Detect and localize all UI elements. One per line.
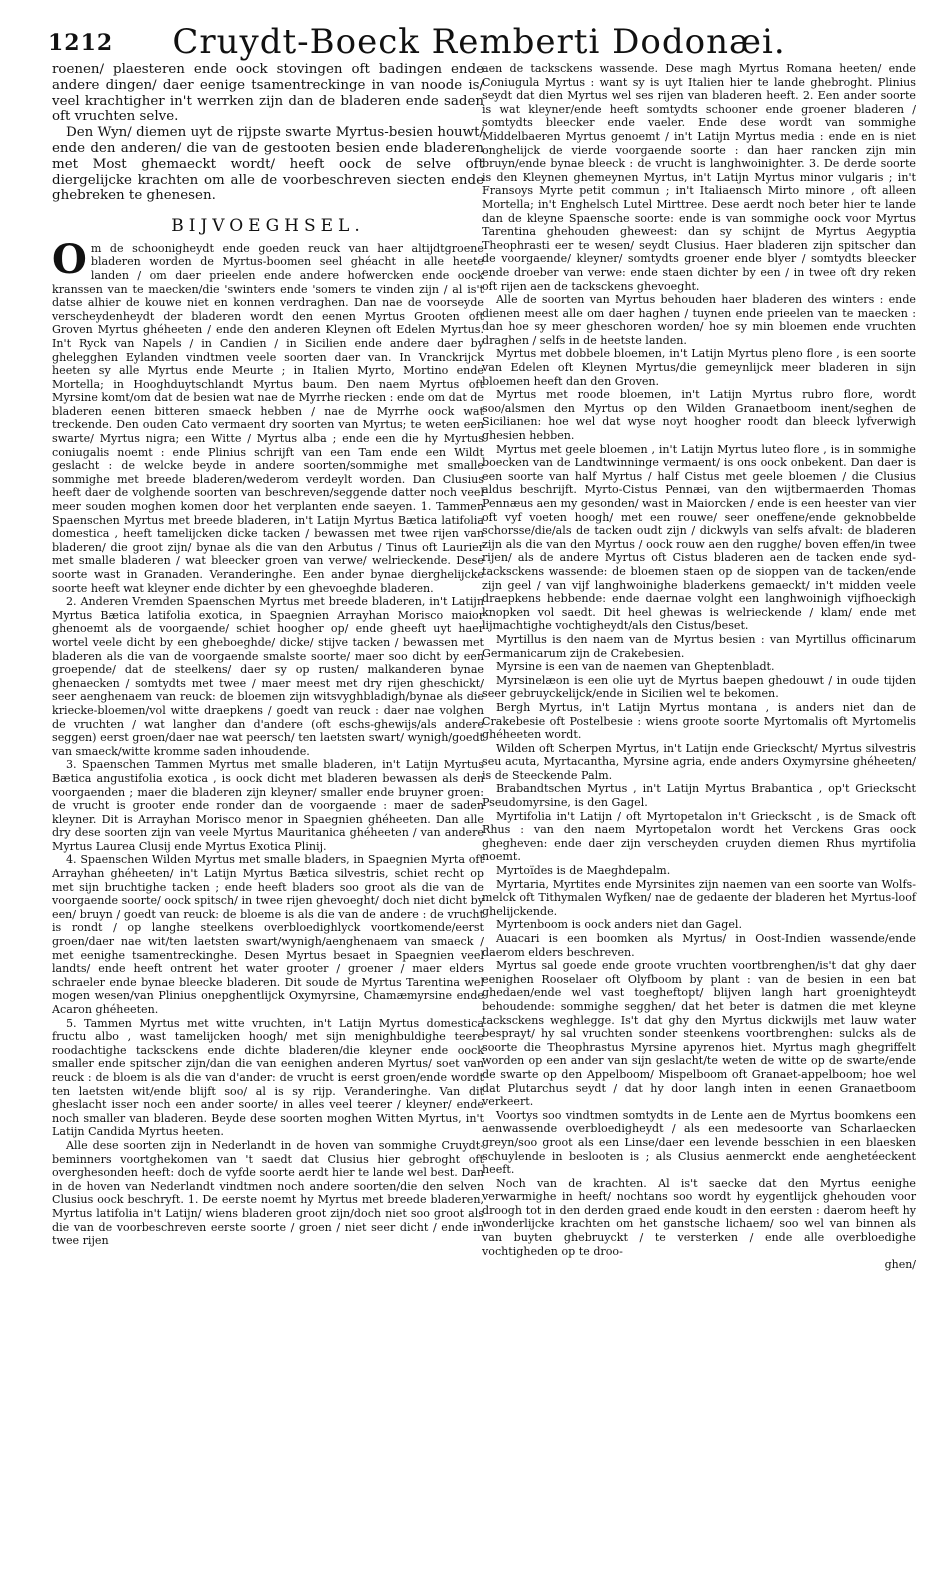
page-number: 1212 [48,30,114,56]
body-paragraph: Myrsinelæon is een olie uyt de Myrtus baepen ghedouwt / in oude tijden seer gebruyckelijck/ende in Sicilien wel te bekomen. [482,673,916,701]
left-column [52,62,484,1248]
body-paragraph-text: m de schoonigheydt ende goeden reuck van haer altijdtgroene bladeren worden de Myrtus-boomen seel ghéacht in alle heete landen / om daer prieelen ende andere hofwercken ende oock kranssen van te maecken/die 'swinters ende 'somers te vinden zijn / al is't datse alhier de kouwe niet en konnen verdraghen. Dan nae de voorseyde verscheydenheydt der bladeren wordt den eenen Myrtus Grooten oft Groven Myrtus ghéheeten / ende den anderen Kleynen oft Edelen Myrtus. In't Ryck van Napels / in Candien / in Sicilien ende andere daer by ghelegghen Eylanden vindtmen veele soorten daer van. In Vranckrijck heeten sy alle Myrtus ende Meurte ; in Italien Myrto, Mortino ende Mortella; in Hooghduytschlandt Myrtus baum. Den naem Myrtus oft Myrsine komt/om dat de besien wat nae de Myrrhe riecken : ende om dat de bladeren eenen bitteren smaeck hebben / nae de Myrrhe oock wat treckende. Den ouden Cato vermaent dry soorten van Myrtus; te weten een swarte/ Myrtus nigra; een Witte / Myrtus alba ; ende een die hy Myrtus coniugalis noemt : ende Plinius schrijft van een Tam ende een Wildt geslacht : de welcke beyde in andere soorten/sommighe met smalle sommighe met breede bladeren/wederom verdeylt worden. Dan Clusius heeft daer de volghende soorten van beschreven/seggende datter noch veel meer souden moghen komen door het verplanten ende saeyen. 1. Tammen Spaenschen Myrtus met breede bladeren, in't Latijn Myrtus Bætica latifolia domestica , heeft tamelijcken dicke tacken / bewassen met twee rijen van bladeren/ die groot zijn/ bynae als die van den Arbutus / Tinus oft Laurier met smalle bladeren / wat bleecker groen van verwe/ welrieckende. Dese soorte wast in Granaden. Veranderinghe. Een ander bynae dierghelijcke soorte heeft wat kleyner ende dichter by een ghevoeghde bladeren. [52,241,484,595]
catchword: ghen/ [884,1258,916,1272]
body-paragraph: Bergh Myrtus, in't Latijn Myrtus montana , is anders niet dan de Crakebesie oft Postelbesie : wiens groote soorte Myrtomalis oft Myrtomelis ghéheeten wordt. [482,700,916,742]
body-paragraph: 5. Tammen Myrtus met witte vruchten, in't Latijn Myrtus domestica fructu albo , wast tamelijcken hoogh/ met sijn menighbuldighe teere roodachtighe tacksckens ende dichte bladeren/die kleyner ende oock smaller ende spitscher zijn/dan die van eenighen anderen Myrtus/ soet van reuck : de bloem is als die van d'ander: de vrucht is eerst groen/ende wordt ten laetsten wit/ende blijft soo/ al is sy rijp. Veranderinghe. Van dit gheslacht isser noch een ander soorte/ in alles veel teerer / kleyner/ ende noch smaller van bladeren. Beyde dese soorten moghen Witten Myrtus, in't Latijn Candida Myrtus heeten. [52,1016,484,1139]
body-paragraph: Myrtillus is den naem van de Myrtus besien : van Myrtillus officinarum Germanicarum zijn de Crakebesien. [482,632,916,660]
body-paragraph: aen de tacksckens wassende. Dese magh Myrtus Romana heeten/ ende Coniugula Myrtus : want sy is uyt Italien hier te lande ghebroght. Plinius seydt dat dien Myrtus wel ses rijen van bladeren heeft. 2. Een ander soorte is wat kleyner/ende heeft somtydts schooner ende groener bladeren / somtydts bleecker ende vaeler. Ende dese wordt van sommighe Middelbaeren Myrtus genoemt / in't Latijn Myrtus media : ende en is niet onghelijck de vierde voorgaende soorte : dan haer rancken zijn min bruyn/ende bynae bleeck : de vrucht is langhwoinighter. 3. De derde soorte is den Kleynen ghemeynen Myrtus, in't Latijn Myrtus minor vulgaris ; in't Fransoys Myrte petit commun ; in't Italiaensch Mirto minore , oft alleen Mortella; in't Enghelsch Lutel Mirttree. Dese aerdt noch beter hier te lande dan de kleyne Spaensche soorte: ende is van sommighe oock voor Myrtus Tarentina ghehouden gheweest: dan sy schijnt de Myrtus Aegyptia Theophrasti eer te wesen/ seydt Clusius. Haer bladeren zijn spitscher dan de voorgaende/ kleyner/ somtydts groener ende blyer / somtydts bleecker ende droeber van verwe: ende staen dichter by een / in twee oft dry reken oft rijen aen de tacksckens ghevoeght. [482,62,916,293]
intro-paragraph: Den Wyn/ diemen uyt de rijpste swarte Myrtus-besien houwt/ ende den anderen/ die van de gestooten besien ende bladeren met Most ghemaeckt wordt/ heeft oock de selve oft diergelijcke krachten om alle de voorbeschreven siecten ende ghebreken te ghenesen. [52,125,484,204]
body-paragraph: Auacari is een boomken als Myrtus/ in Oost-Indien wassende/ende daerom elders beschreven. [482,932,916,959]
body-paragraph: Myrtaria, Myrtites ende Myrsinites zijn naemen van een soorte van Wolfs-melck oft Tithymalen Wyfken/ nae de gedaente der bladeren het Myrtus-loof ghelijckende. [482,877,916,918]
body-paragraph: Myrsine is een van de naemen van Gheptenbladt. [496,660,775,674]
body-paragraph: Myrtoïdes is de Maeghdepalm. [496,864,671,878]
running-head [48,22,910,62]
section-heading: BIJVOEGHSEL. [171,216,365,237]
body-paragraph: Myrtus sal goede ende groote vruchten voortbrenghen/is't dat ghy daer eenighen Rooselaer oft Olyfboom by plant : van de besien in een bat ghedaen/ende wel vast toegheftopt/ blijven langh hart groenighteydt behoudende: sommighe segghen/ dat het beter is datmen die met kleyne tacksckens weghlegge. Is't dat ghy den Myrtus dickwijls met lauw water besprayt/ hy sal vruchten sonder steenkens voortbrenghen: sulcks als de soorte die Theophrastus Myrsine apyrenos hiet. Myrtus magh ghegriffelt worden op een ander van sijn geslacht/te weten de witte op de swarte/ende de swarte op den Appelboom/ Mispelboom oft Granaet-appelboom; hoe wel dat Plutarchus seydt / dat hy door langh inten in eenen Granaetboom verkeert. [482,959,916,1109]
intro-block [52,62,484,204]
body-paragraph: Alle dese soorten zijn in Nederlandt in de hoven van sommighe Cruydt-beminners voortghekomen van 't saedt dat Clusius hier gebroght oft overghesonden heeft: doch de vyfde soorte aerdt hier te lande wel best. Dan in de hoven van Nederlandt vindtmen noch andere soorten/die den selven Clusius oock beschryft. 1. De eerste noemt hy Myrtus met breede bladeren, Myrtus latifolia in't Latijn/ wiens bladeren groot zijn/doch niet soo groot als die van de voorbeschreven eerste soorte / groen / niet seer dicht / ende in twee rijen [52,1138,484,1248]
intro-paragraph: roenen/ plaesteren ende oock stovingen oft badingen ende andere dingen/ daer eenige tsamentreckinge in van noode is/ veel krachtigher in't werrken zijn dan de bladeren ende saden oft vruchten selve. [52,62,484,125]
body-paragraph [52,235,484,595]
body-paragraph: Myrtus met geele bloemen , in't Latijn Myrtus luteo flore , is in sommighe boecken van de Landtwinninge vermaent/ is ons oock onbekent. Dan daer is een soorte van half Myrtus / half Cistus met geele bloemen / die Clusius aldus beschrijft. Myrto-Cistus Pennæi, van den wijtbermaerden Thomas Pennæus aen my gesonden/ wast in Maiorcken / ende is een heester van vier oft vyf voeten hoogh/ met een rouwe/ seer oneffene/ende geknobbelde schorsse/die/als de tacken oudt zijn / dickwyls van selfs afvalt: de bladeren zijn als die van den Myrtus / oock rouw aen den rugghe/ boven effen/in twee rijen/ als de andere Myrtus oft Cistus bladeren aen de tacken ende syd-tacksckens wassende: de bloemen staen op de sioppen van de tacken/ende zijn geel / van vijf langhwoinighe bladerkens gemaeckt/ in't midden veele draepkens hebbende: ende daernae volght een langhwoinigh vijfhoeckigh knopken vol saedt. Dit heel ghewas is welrieckende / klam/ ende met lijmachtighe vochtigheydt/als den Cistus/beset. [482,442,916,633]
body-paragraph: Wilden oft Scherpen Myrtus, in't Latijn ende Grieckscht/ Myrtus silvestris seu acuta, Myrtacantha, Myrsine agria, ende anders Oxymyrsine ghéheeten/ is de Steeckende Palm. [482,741,916,782]
body-paragraph: Alle de soorten van Myrtus behouden haer bladeren des winters : ende dienen meest alle om daer haghen / tuynen ende prieelen van te maecken : dan hoe sy meer gheschoren worden/ hoe sy min bloemen ende vruchten draghen / selfs in de heetste landen. [482,293,916,347]
body-paragraph: 4. Spaenschen Wilden Myrtus met smalle bladers, in Spaegnien Myrta oft Arrayhan ghéheeten/ in't Latijn Myrtus Bætica silvestris, schiet recht op met sijn bruchtighe tacken ; ende heeft bladers soo groot als die van de voorgaende soorte/ oock spitsch/ in twee rijen ghevoeght/ doch niet dicht by een/ bruyn / goedt van reuck: de bloeme is als die van de andere : de vrucht is rondt / op langhe steelkens overbloedighlyck voortkomende/eerst groen/daer nae wit/ten laetsten swart/wynigh/aenghenaem van smaeck / met eenighe tsamentreckinghe. Desen Myrtus besaet in Spaegnien veel landts/ ende heeft ontrent het water grooter / groener / maer elders schraeler ende bynae bleecke bladeren. Dit soude de Myrtus Tarentina wel mogen wesen/van Plinius onepghentlijck Oxymyrsine, Chamæmyrsine ende Acaron ghéheeten. [52,853,484,1017]
body-paragraph: Myrtus met roode bloemen, in't Latijn Myrtus rubro flore, wordt soo/alsmen den Myrtus op den Wilden Granaetboom inent/seghen de Sicilianen: hoe wel dat wyse noyt hoogher roodt dan bleeck lyfverwigh ghesien hebben. [482,388,916,443]
right-column [482,62,916,1272]
body-paragraph: 3. Spaenschen Tammen Myrtus met smalle bladeren, in't Latijn Myrtus Bætica angustifolia exotica , is oock dicht met bladeren bewassen als den voorgaenden ; maer die bladeren zijn kleyner/ smaller ende bruyner groen: de vrucht is grooter ende ronder dan de voorgaende : maer de saden kleyner. Dit is Arrayhan Morisco menor in Spaegnien ghéheeten. Dan alle dry dese soorten zijn van veele Myrtus Mauritanica ghéheeten / van andere Myrtus Laurea Clusij ende Myrtus Exotica Plinij. [52,758,484,853]
running-title: Cruydt-Boeck Remberti Dodonæi. [172,22,786,62]
drop-capital: O [52,235,87,283]
body-paragraph: Myrtenboom is oock anders niet dan Gagel. [496,918,742,932]
body-paragraph: Noch van de krachten. Al is't saecke dat den Myrtus eenighe verwarmighe in heeft/ nochtans soo wordt hy eygentlijck ghehouden voor droogh tot in den derden graed ende koudt in den eersten : daerom heeft hy wonderlijcke krachten om het ganstsche lichaem/ soo wel van binnen als van buyten ghebruyckt / te versterken / ende alle overbloedighe vochtigheden op te droo- [482,1176,916,1258]
body-paragraph: Voortys soo vindtmen somtydts in de Lente aen de Myrtus boomkens een aenwassende overbloedigheydt / als een medesoorte van Scharlaecken greyn/soo groot als een Linse/daer een levende besschien in een blaesken schuylende in beslooten is ; als Clusius aenmerckt ende aenghetéeckent heeft. [482,1108,916,1177]
body-paragraph: Brabandtschen Myrtus , in't Latijn Myrtus Brabantica , op't Grieckscht Pseudomyrsine, is den Gagel. [482,782,916,810]
body-paragraph: Myrtus met dobbele bloemen, in't Latijn Myrtus pleno flore , is een soorte van Edelen oft Kleynen Myrtus/die gemeynlijck meer bladeren in sijn bloemen heeft dan den Groven. [482,347,916,388]
body-paragraph: Myrtifolia in't Latijn / oft Myrtopetalon in't Grieckscht , is de Smack oft Rhus : van den naem Myrtopetalon wordt het Verckens Gras oock ghegheven: ende daer zijn verscheyden cruyden diemen Rhus myrtifolia noemt. [482,809,916,864]
body-paragraph: 2. Anderen Vremden Spaenschen Myrtus met breede bladeren, in't Latijn Myrtus Bætica latifolia exotica, in Spaegnien Arrayhan Morisco maior ghenoemt als de voorgaende/ schiet hoogher op/ ende gheeft uyt haer wortel veele dicht by een gheboeghde/ dicke/ stijve tacken / bewassen met bladeren als die van de voorgaende smalste soorte/ maer soo dicht by een groepende/ dat de steelkens/ daer sy op rusten/ malkanderen bynae ghenaecken / somtydts met twee / maer meest met dry rijen gheschickt/ seer aenghenaem van reuck: de bloemen zijn witsvyghbladigh/bynae als die kriecke-bloemen/vol witte draepkens / goedt van reuck : daer nae volghen de vruchten / wat langher dan d'andere (oft eschs-ghewijs/als andere seggen) eerst groen/daer nae wat peersch/ ten laetsten swart/ wynigh/goedt van smaeck/witte kromme saden inhoudende. [52,595,484,758]
